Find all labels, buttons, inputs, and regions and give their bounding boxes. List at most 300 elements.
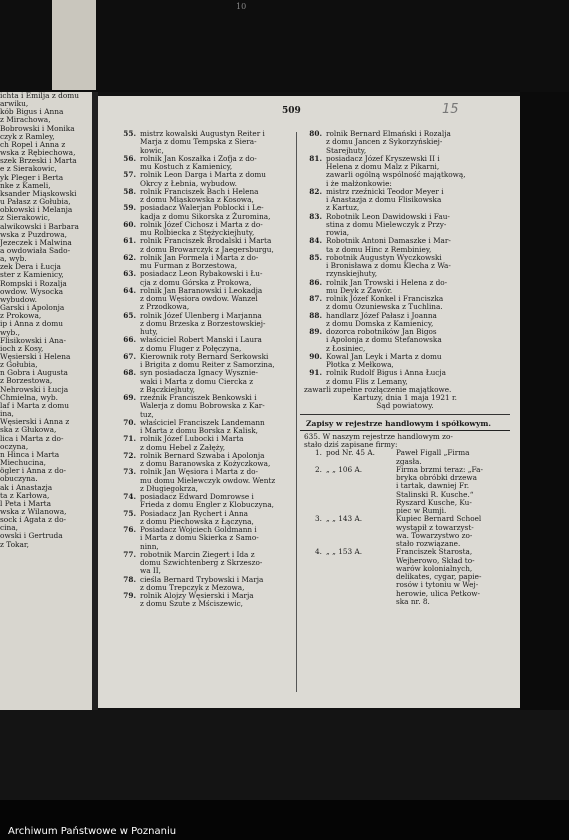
left-fragment-line: ichta i Emilja z domu: [0, 92, 80, 100]
entry-line: dozorca robotników Jan Bigos: [326, 327, 437, 336]
entry-line: kadja z domu Sikorska z Żuromina,: [140, 211, 271, 221]
entry-text: [140, 130, 296, 155]
entry-line: z domu Browarczyk z Jaegersburgu,: [140, 244, 274, 254]
entry-line: mu Furman z Borzestowa,: [140, 261, 238, 270]
left-fragment-line: a, wyb.: [0, 254, 27, 264]
left-fragment-line: Węsierski i Anna z: [0, 417, 70, 427]
entry-line: rolnik Jan Formela i Marta z do-: [140, 252, 259, 262]
left-fragment-line: ch Ropel i Anna z: [0, 139, 66, 149]
entry-number: 59.: [123, 203, 136, 213]
entry-line: zawarli ogólną wspólność majątkową,: [326, 170, 466, 180]
entry-line: mu domu Mielewczyk owdow. Wentz: [140, 475, 276, 485]
entry-line: Posiadacz Jan Rychert i Anna: [140, 508, 249, 518]
entry-number: 79.: [123, 591, 136, 600]
register-item-line: stało rozwiązane.: [396, 539, 461, 548]
entry-line: mistrz rzeźnicki Teodor Meyer i: [326, 186, 444, 196]
entry-line: rolnik Bernard Elmański i Rozalja: [326, 129, 451, 138]
left-fragment-line: szek Brzeski i Marta: [0, 156, 77, 166]
entry-line: i że małżonkowie:: [326, 178, 392, 188]
entry-line: mu Kostuch z Kamienicy,: [140, 162, 233, 171]
entry-line: mistrz kowalski Augustyn Reiter i: [140, 129, 265, 138]
section-divider: [300, 414, 510, 415]
register-item-line: rosów i tytoniu w Wej-: [396, 580, 479, 590]
entry-row: [114, 592, 296, 609]
register-items: [300, 449, 510, 606]
entry-number: 66.: [123, 335, 136, 345]
entry-text: [140, 287, 296, 312]
register-item-number: 3.: [315, 514, 322, 524]
left-fragment-line: Rompski i Rozalja: [0, 278, 67, 288]
entry-line: robotnik Augustyn Wyczkowski: [326, 252, 442, 262]
entry-row: [114, 171, 296, 188]
column-right: [300, 130, 510, 606]
entry-line: rolnik Jan Trowski i Helena z do-: [326, 277, 448, 287]
register-item-text: [396, 449, 510, 466]
entry-line: rolnik Jan Węsiora i Marta z do-: [140, 467, 258, 477]
register-heading: Zapisy w rejestrze handlowym i spółkowym.: [300, 418, 510, 431]
entry-row: [300, 237, 510, 254]
entry-line: rolnik Józef Konkel i Franciszka: [326, 294, 444, 303]
entry-line: z domu Flis z Lemany,: [326, 376, 408, 386]
entry-line: z domu Szute z Mściszewic,: [140, 599, 243, 609]
column-rule: [296, 132, 297, 692]
entry-row: [114, 369, 296, 394]
entry-row: [114, 130, 296, 155]
entry-text: [326, 188, 510, 213]
left-fragment-line: alwikowski i Barbara: [0, 221, 79, 231]
entry-line: rolnik Jan Koszałka i Zofja z do-: [140, 153, 257, 163]
entry-row: [114, 155, 296, 172]
register-item-line: herowie, ulica Petkow-: [396, 588, 480, 598]
register-item: [300, 466, 510, 516]
entry-text: [326, 312, 510, 329]
entry-number: 55.: [123, 129, 136, 138]
left-fragment-line: laf i Marta z domu: [0, 400, 69, 410]
left-fragment-line: obkowski i Melanja: [0, 205, 73, 215]
entry-line: ta z domu Hinc z Rembiniey,: [326, 244, 432, 254]
left-fragment-line: Miechucina,: [0, 458, 46, 468]
left-fragment-line: Węsierski i Helena: [0, 352, 71, 361]
entry-number: 68.: [123, 368, 136, 378]
entry-line: posiadacz Walerjan Poblocki i Le-: [140, 203, 264, 213]
left-fragment-line: wybudow.: [0, 294, 37, 304]
entry-number: 82.: [309, 186, 322, 196]
entry-text: [140, 452, 296, 469]
entry-number: 62.: [123, 252, 136, 262]
register-item-line: wa. Towarzystwo zo-: [396, 530, 473, 540]
entry-row: [114, 254, 296, 271]
column-left: [114, 130, 296, 609]
entry-line: z domu Ozuniewska z Tuchlina.: [326, 302, 443, 312]
entry-line: rowia,: [326, 228, 350, 237]
entry-row: [300, 369, 510, 386]
register-item-ref: „ „ 106 A.: [326, 464, 363, 474]
entry-text: [140, 171, 296, 188]
entry-line: posiadacz Józef Kryszewski II i: [326, 153, 440, 163]
entry-number: 57.: [123, 170, 136, 180]
entry-number: 64.: [123, 285, 136, 295]
entry-number: 56.: [123, 153, 136, 163]
entry-number: 84.: [309, 236, 322, 246]
register-item-line: delikates, cygar, papie-: [396, 572, 482, 581]
entry-line: Frieda z domu Engler z Klobuczyna,: [140, 500, 275, 510]
entry-line: i Apolonja z domu Stefanowska: [326, 335, 442, 345]
left-fragment-line: n Gobra i Augusta: [0, 368, 68, 378]
left-fragment-line: ta z Karłowa,: [0, 490, 50, 500]
entry-text: [140, 526, 296, 551]
entry-row: [300, 213, 510, 238]
entry-text: [326, 237, 510, 254]
left-fragment-line: wska z Puzdrowa,: [0, 229, 68, 239]
left-fragment-line: z Prokowa,: [0, 311, 42, 321]
left-fragment-line: lica i Marta z do-: [0, 433, 64, 443]
entry-text: [326, 279, 510, 296]
entry-line: z Łosiniec,: [326, 343, 366, 353]
left-fragment-line: czyk z Ramley,: [0, 131, 55, 141]
entry-line: właściciel Franciszek Landemann: [140, 417, 265, 427]
entry-row: [114, 353, 296, 370]
entry-line: kowic,: [140, 145, 164, 155]
register-item-ref: pod Nr. 45 A.: [326, 448, 375, 458]
left-fragment-line: z Mirachowa,: [0, 115, 51, 125]
main-page: [98, 96, 520, 708]
left-fragment-line: arwiku,: [0, 99, 29, 109]
entry-line: rolnik Józef Cichosz i Marta z do-: [140, 219, 263, 229]
left-fragment-line: wyb.,: [0, 327, 20, 337]
left-fragment-line: wska z Wilanowa,: [0, 506, 67, 516]
entry-text: [326, 369, 510, 386]
entry-line: z domu Domska z Kamienicy,: [326, 318, 434, 328]
left-fragment-line: a owdowiała Sado-: [0, 245, 71, 255]
register-item-line: zgasła.: [396, 456, 422, 466]
entry-row: [300, 295, 510, 312]
entry-text: [140, 204, 296, 221]
entry-number: 83.: [309, 211, 322, 221]
register-item-line: Ryszard Kusche, Ku-: [396, 497, 472, 507]
entry-row: [300, 254, 510, 279]
entry-line: stina z domu Mielewczyk z Przy-: [326, 219, 447, 229]
entry-row: [300, 328, 510, 353]
register-item-number: 2.: [315, 464, 322, 474]
entry-text: [326, 254, 510, 279]
entry-number: 73.: [123, 467, 136, 477]
register-item-line: Firma brzmi teraz: „Fa-: [396, 464, 483, 474]
entry-text: [140, 419, 296, 436]
entry-number: 65.: [123, 310, 136, 320]
left-fragment-line: owski i Gertruda: [0, 531, 63, 541]
entry-line: Robotnik Leon Dawidowski i Fau-: [326, 211, 450, 221]
register-item-line: warów kolonialnych,: [396, 563, 473, 573]
left-fragment-line: ip i Anna z domu: [0, 319, 63, 329]
entry-text: [140, 394, 296, 419]
entry-row: [114, 237, 296, 254]
entry-line: Kowal Jan Leyk i Marta z domu: [326, 351, 442, 361]
register-item: [300, 449, 510, 466]
left-fragment-line: nke z Kameli,: [0, 180, 51, 190]
register-item-number: 4.: [315, 547, 322, 557]
entry-row: [114, 287, 296, 312]
page-number: 509: [282, 106, 301, 116]
entry-text: [326, 353, 510, 370]
entry-text: [326, 155, 510, 188]
entry-line: waki i Marta z domu Ciercka z: [140, 376, 254, 386]
closing-court: Sąd powiatowy.: [376, 401, 434, 411]
entry-number: 72.: [123, 450, 136, 460]
entry-line: posiadacz Leon Rybakowski i Łu-: [140, 269, 263, 279]
entry-number: 81.: [309, 153, 322, 163]
entry-text: [140, 155, 296, 172]
left-fragment-line: yk Pleger i Berta: [0, 172, 64, 182]
entry-line: z domu Baranowska z Kożyczkowa,: [140, 459, 271, 468]
entry-text: [140, 353, 296, 370]
register-item-ref: „ „ 143 A.: [326, 514, 363, 524]
archive-label: Archiwum Państwowe w Poznaniu: [8, 826, 177, 837]
entry-line: rolnik Rudolf Bigus i Anna Łucja: [326, 368, 447, 378]
entry-line: wa II,: [140, 566, 161, 576]
left-fragment-line: ster z Kamienicy,: [0, 270, 64, 280]
entry-row: [114, 551, 296, 576]
left-fragment-line: obuczyna.: [0, 474, 38, 484]
register-item-line: Kupiec Bernard Schoel: [396, 514, 482, 524]
right-dark-edge: [520, 92, 569, 800]
entry-row: [114, 468, 296, 493]
register-item: [300, 548, 510, 606]
entry-number: 70.: [123, 417, 136, 427]
left-fragment-line: ksander Miąskowski: [0, 188, 77, 198]
entry-text: [140, 369, 296, 394]
entry-row: [114, 493, 296, 510]
left-fragment-line: Garski i Apolonja: [0, 303, 65, 313]
entry-line: rzynskiejhuty,: [326, 269, 378, 279]
left-fragment-line: Chmielna, wyb.: [0, 392, 58, 402]
entry-number: 76.: [123, 525, 136, 534]
left-fragment-line: u Pałasz z Gołubia,: [0, 197, 71, 207]
entry-number: 89.: [309, 327, 322, 336]
entry-line: z domu Piechowska z Łączyna,: [140, 516, 254, 526]
left-fragment-line: l Peta i Marta: [0, 498, 52, 508]
entry-row: [114, 336, 296, 353]
entry-line: Kierownik roty Bernard Serkowski: [140, 351, 269, 361]
register-item-line: Stalinski R. Kusche.“: [396, 489, 474, 499]
register-intro-2: stało dziś zapisane firmy:: [304, 440, 398, 449]
entry-number: 69.: [123, 393, 136, 402]
entry-text: [140, 551, 296, 576]
entry-line: cieśla Bernard Trybowski i Marja: [140, 574, 264, 584]
left-fragment-line: e z Sierakowic,: [0, 164, 57, 174]
entry-number: 74.: [123, 492, 136, 501]
entry-number: 80.: [309, 129, 322, 138]
register-intro-1: 635. W naszym rejestrze handlowym zo-: [304, 431, 453, 441]
entry-line: z Długiegokrza,: [140, 483, 198, 493]
entry-line: z domu Węsiora owdow. Wanzel: [140, 294, 258, 303]
entry-line: i Marta z domu Skierka z Samo-: [140, 533, 259, 543]
entry-line: mu Deyk z Zawór.: [326, 285, 393, 295]
entry-text: [140, 336, 296, 353]
entry-line: z Przodkowa,: [140, 302, 190, 312]
entry-number: 58.: [123, 186, 136, 196]
entry-line: ninn,: [140, 541, 159, 551]
entry-text: [140, 468, 296, 493]
entry-row: [114, 270, 296, 287]
entry-text: [140, 435, 296, 452]
register-item-line: ska nr. 8.: [396, 596, 430, 606]
left-fragment-line: cina,: [0, 523, 19, 533]
register-item-text: [396, 466, 510, 516]
left-fragment-line: wska z Rębiechowa,: [0, 148, 76, 158]
entry-row: [300, 353, 510, 370]
entry-text: [140, 312, 296, 337]
top-label: 10: [236, 2, 247, 11]
entry-number: 61.: [123, 236, 136, 246]
left-fragment-line: ak i Anastazja: [0, 482, 53, 492]
entry-number: 88.: [309, 310, 322, 320]
entry-row: [300, 312, 510, 329]
entry-line: Okrcy z Łebnia, wybudow.: [140, 178, 237, 188]
entry-line: i Anastazja z domu Flisikowska: [326, 195, 442, 204]
entry-number: 67.: [123, 351, 136, 361]
left-fragment-line: kób Bigus i Anna: [0, 107, 64, 117]
entry-row: [114, 419, 296, 436]
left-fragment-line: Jezeczek i Malwina: [0, 237, 72, 247]
register-item-text: [396, 548, 510, 606]
entry-line: z domu Brzeska z Borzestowskiej-: [140, 318, 266, 328]
entry-number: 85.: [309, 252, 322, 262]
entry-line: syn posiadacza Ignacy Wysznie-: [140, 368, 259, 378]
left-fragment-line: owdow. Wysocka: [0, 286, 63, 296]
entry-row: [114, 204, 296, 221]
left-fragment-line: n Hinca i Marta: [0, 449, 60, 459]
entry-line: tuz,: [140, 409, 154, 419]
entry-line: rolnik Józef Ulenberg i Marjanna: [140, 310, 262, 320]
entry-row: [300, 155, 510, 188]
entry-row: [114, 526, 296, 551]
entry-line: właściciel Robert Manski i Laura: [140, 335, 262, 345]
archive-footer: [0, 800, 569, 840]
entry-row: [114, 312, 296, 337]
entry-row: [114, 510, 296, 527]
entry-number: 78.: [123, 574, 136, 584]
entry-line: rolnik Bernard Szwaba i Apolonja: [140, 450, 265, 460]
register-item-ref: „ „ 153 A.: [326, 547, 363, 557]
left-fragment-line: ina,: [0, 409, 14, 419]
entry-text: [140, 592, 296, 609]
entry-row: [300, 130, 510, 155]
left-fragment-line: z Gołubia,: [0, 360, 38, 370]
entry-row: [114, 221, 296, 238]
entry-line: z domu Jancen z Sykorzyńskiej-: [326, 137, 443, 147]
top-page-fragment: [52, 0, 96, 90]
entry-number: 75.: [123, 508, 136, 518]
entry-line: z domu Miąskowska z Kosowa,: [140, 195, 254, 204]
register-item-number: 1.: [315, 448, 322, 458]
register-item-line: Franciszek Starosta,: [396, 547, 473, 557]
entry-text: [326, 213, 510, 238]
register-item-line: piec w Rumji.: [396, 506, 447, 515]
left-fragment-line: z Tokar,: [0, 539, 30, 549]
left-fragment-line: z Borzestowa,: [0, 376, 53, 386]
entry-text: [140, 237, 296, 254]
entry-text: [140, 254, 296, 271]
entry-text: [140, 270, 296, 287]
entry-row: [114, 576, 296, 593]
entry-line: Posiadacz Wojciech Goldmann i: [140, 525, 257, 534]
entry-line: z domu Trepczyk z Mezowa,: [140, 582, 245, 592]
left-fragment-line: ska z Głukowa,: [0, 425, 57, 435]
entry-line: rolnik Alojzy Węsierski i Marja: [140, 591, 254, 600]
entry-line: mu Rolbiecka z Stężyckiejhuty,: [140, 228, 255, 237]
entry-text: [326, 328, 510, 353]
entry-text: [140, 221, 296, 238]
entry-line: i Brigita z domu Reiter z Samorzina,: [140, 360, 275, 369]
entry-number: 87.: [309, 294, 322, 303]
entry-number: 63.: [123, 269, 136, 279]
entry-row: [300, 188, 510, 213]
entry-line: huty,: [140, 327, 158, 336]
entry-line: rolnik Franciszek Brodalski i Marta: [140, 236, 272, 246]
entry-line: posiadacz Edward Domrowse i: [140, 492, 254, 501]
pencil-note: 15: [442, 102, 459, 117]
entry-row: [114, 188, 296, 205]
entry-line: Walerja z domu Bobrowska z Kar-: [140, 401, 265, 411]
left-page-fragment: [0, 92, 92, 710]
column-right-entries: [300, 130, 510, 386]
entry-number: 91.: [309, 368, 322, 378]
left-fragment-line: ioch z Kosy,: [0, 343, 44, 353]
entry-line: handlarz Józef Pałasz i Joanna: [326, 310, 437, 320]
left-fragment-line: Bobrowski i Monika: [0, 123, 75, 133]
left-fragment-line: oczyna,: [0, 441, 29, 451]
register-item-line: Paweł Figall „Firma: [396, 448, 470, 458]
entry-row: [300, 279, 510, 296]
entry-line: Marja z domu Tempska z Siera-: [140, 137, 257, 147]
entry-line: Helena z domu Malz z Pikarni,: [326, 162, 440, 171]
register-item-line: Wejherowo, Skład to-: [396, 555, 475, 565]
entry-line: z Bączkiejhuty,: [140, 384, 195, 394]
left-fragment-line: z Sierakowic,: [0, 213, 51, 223]
bottom-dark-area: [0, 710, 569, 800]
entry-line: z Kartuz,: [326, 203, 360, 213]
register-item-line: bryka obróbki drzewa: [396, 473, 477, 482]
entry-line: z domu Hebel z Załęży,: [140, 442, 226, 452]
entry-line: Robotnik Antoni Damaszke i Mar-: [326, 236, 451, 246]
entry-text: [140, 576, 296, 593]
entry-row: [114, 452, 296, 469]
left-fragment-line: ögler i Anna z do-: [0, 466, 67, 476]
entry-line: rolnik Jan Baranowski i Leokadja: [140, 285, 263, 295]
register-item-text: [396, 515, 510, 548]
left-fragment-line: Flisikowski i Ana-: [0, 335, 66, 345]
entry-number: 77.: [123, 549, 136, 559]
register-item: [300, 515, 510, 548]
entry-number: 86.: [309, 277, 322, 287]
entry-line: Starejhuty,: [326, 145, 367, 155]
entry-line: rolnik Franciszek Bach i Helena: [140, 186, 259, 196]
entry-line: i Marta z domu Borska z Kalisk,: [140, 426, 258, 435]
entry-number: 60.: [123, 219, 136, 229]
register-item-line: wystąpił z towarzyst-: [396, 522, 474, 532]
entry-line: Płotka z Mełkowa,: [326, 360, 394, 369]
entry-number: 71.: [123, 434, 136, 444]
entry-row: [114, 435, 296, 452]
entry-number: 90.: [309, 351, 322, 361]
entry-line: rolnik Józef Lubocki i Marta: [140, 434, 244, 444]
left-fragment-line: Nehrowski i Łucja: [0, 384, 69, 394]
entry-line: rolnik Leon Darga i Marta z domu: [140, 170, 267, 180]
entry-text: [326, 295, 510, 312]
closing-statement: zawarli zupełne rozłączenie majątkowe.: [304, 384, 452, 394]
left-fragment-line: zek Dera i Łucja: [0, 262, 61, 272]
entry-line: cja z domu Górska z Prokowa,: [140, 277, 252, 287]
